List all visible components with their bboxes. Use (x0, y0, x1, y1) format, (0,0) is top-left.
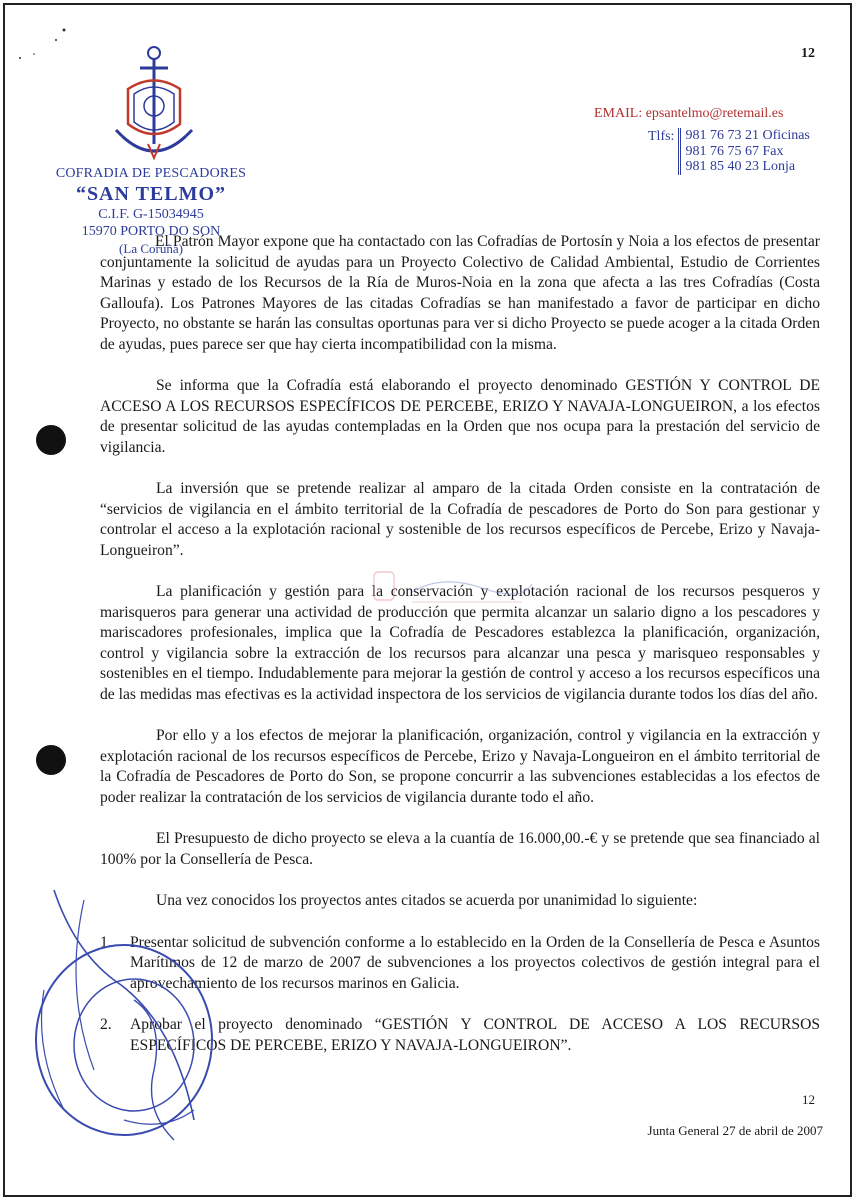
resolution-number: 1. (100, 933, 112, 951)
resolution-text: Presentar solicitud de subvención conforme a lo establecido en la Orden de la Consellería de Pesca e Asuntos Marítimos de 12 de marzo de 2007 de subvenciones a los proyectos colectivos de gestión integral para el aprovechamiento de los recursos marinos en Galicia. (130, 933, 820, 992)
paragraph: La inversión que se pretende realizar al amparo de la citada Orden consiste en la contratación de “servicios de vigilancia en el ámbito territorial de la Cofradía de pescadores de Porto do Son para gestionar y controlar el acceso a la explotación racional y sostenible de los recursos específicos de Percebe, Erizo y Navaja-Longueiron”. (100, 480, 820, 559)
paragraph: Por ello y a los efectos de mejorar la planificación, organización, control y vigilancia en la extracción y explotación racional de los recursos específicos de Percebe, Erizo y Navaja-Longueiron en el ámbito territorial de la Cofradía de Pescadores de Porto do Son, se propone concurrir a las subvenciones establecidas a los efectos de poder realizar la contratación de los servicios de vigilancia durante todo el año. (100, 727, 820, 806)
phone-offices: 981 76 73 21 Oficinas (685, 128, 810, 143)
paragraph: La planificación y gestión para la conservación y explotación racional de los recursos pesqueros y marisqueros para generar una actividad de producción que permita alcanzar un salario digno a los pescadores y mariscadores profesionales, implica que la Cofradía de Pescadores establezca la planificación, organización, control y vigilancia sobre la extracción de los recursos para alcanzar una pesca y marisqueo responsables y sostenibles en el tiempo. Indudablemente para mejorar la gestión de control y acceso a los recursos específicos una de las medidas mas efectivas es la actividad inspectora de los servicios de vigilancia durante todos los días del año. (100, 583, 820, 703)
phone-lonja: 981 85 40 23 Lonja (685, 159, 796, 174)
org-cif: C.I.F. G-15034945 (98, 207, 204, 222)
phone-block (648, 128, 810, 175)
footer-text: Junta General 27 de abril de 2007 (647, 1123, 823, 1138)
org-title: “SAN TELMO” (75, 183, 227, 205)
phone-fax: 981 76 75 67 Fax (685, 143, 784, 159)
punch-hole-lower (36, 745, 66, 775)
paragraph: El Presupuesto de dicho proyecto se eleva a la cuantía de 16.000,00.-€ y se pretende que sea financiado al 100% por la Consellería de Pesca. (100, 830, 820, 868)
email-text: EMAIL: epsantelmo@retemail.es (594, 106, 784, 121)
faint-stamp (372, 568, 542, 616)
org-address: 15970 PORTO DO SON (81, 224, 221, 239)
resolution-number: 2. (100, 1016, 112, 1033)
paragraph: Se informa que la Cofradía está elaborando el proyecto denominado GESTIÓN Y CONTROL DE ACCESO A LOS RECURSOS ESPECÍFICOS DE PERCEBE, ERIZO Y NAVAJA-LONGUEIRON, a los efectos de presentar solicitud de las ayudas contempladas en la Orden que nos ocupa para la prestación del servicio de vigilancia. (100, 377, 820, 456)
paragraph: El Patrón Mayor expone que ha contactado con las Cofradías de Portosín y Noia a los efectos de presentar conjuntamente la solicitud de ayudas para un Proyecto Colectivo de Calidad Ambiental, Estudio de Corrientes Marinas y estado de los Recursos de la Ría de Muros-Noia en la zona que afecta a las tres Cofradías (Costa Galloufa). Los Patrones Mayores de las citadas Cofradías se han manifestado a favor de participar en dicho Proyecto, no obstante se harán las consultas oportunas para ver si dicho Proyecto se puede acoger a la citada Orden de ayudas, pues parece ser que hay cierta incompatibilidad con la misma. (100, 233, 820, 353)
phone-list (678, 128, 809, 175)
org-name: COFRADIA DE PESCADORES (55, 166, 247, 181)
scan-marks (14, 18, 74, 78)
org-location: (La Coruña) (119, 241, 183, 256)
email-line (594, 106, 783, 122)
paragraph: Una vez conocidos los proyectos antes citados se acuerda por unanimidad lo siguiente: (156, 892, 698, 909)
page-number-top: 12 (801, 46, 815, 61)
punch-hole-upper (36, 425, 66, 455)
cofradia-seal (24, 870, 220, 1170)
page-number-bottom: 12 (802, 1092, 815, 1107)
phones-label: Tlfs: (648, 129, 675, 144)
cofradia-logo (112, 44, 197, 162)
resolution-text: Aprobar el proyecto denominado “GESTIÓN Y CONTROL DE ACCESO A LOS RECURSOS ESPECÍFICOS DE PERCEBE, ERIZO Y NAVAJA-LONGUEIRON”. (130, 1016, 820, 1054)
